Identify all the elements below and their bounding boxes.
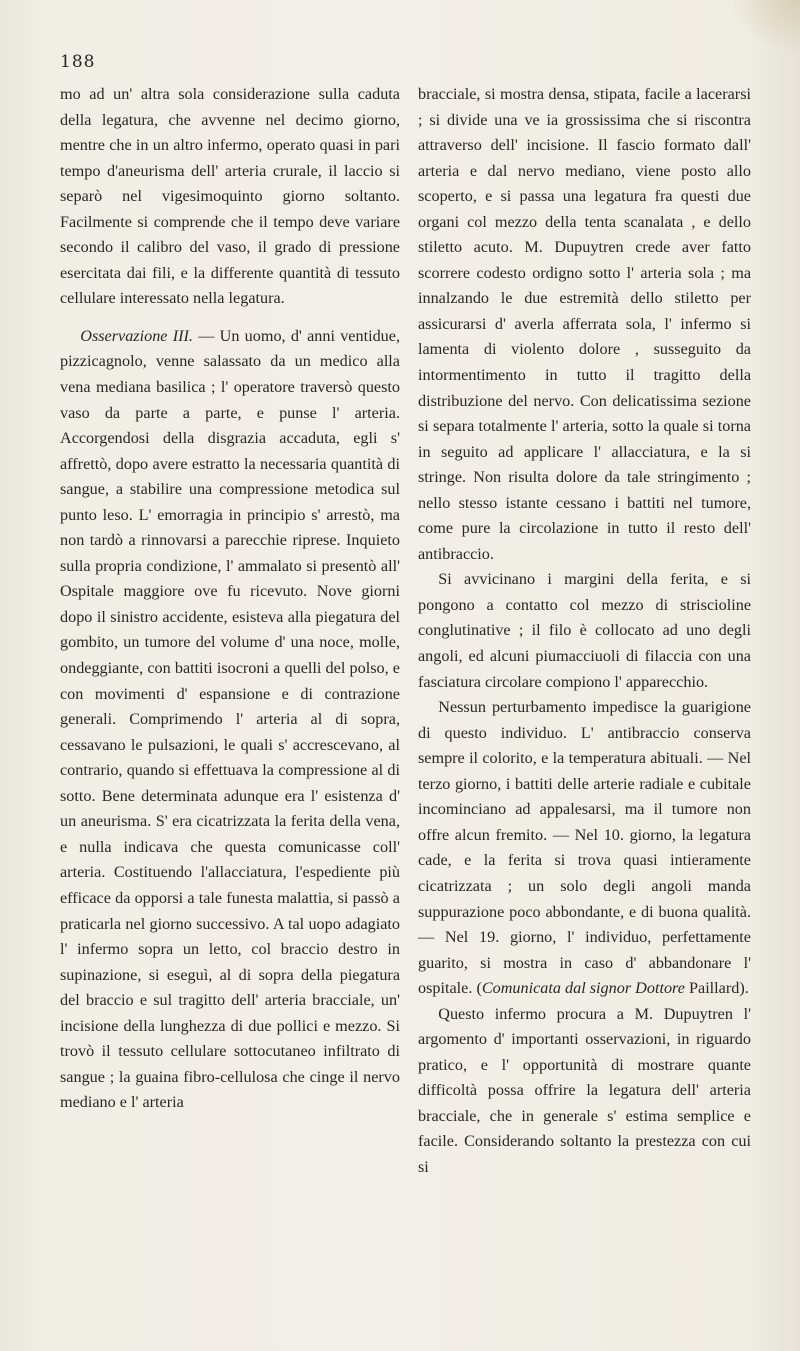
paragraph: Si avvicinano i margini della ferita, e si pongono a contatto col mezzo di striscioline conglutinative ; il filo è collocato ad uno degli angoli, ed alcuni piumacciuoli di filaccia con una fasciatura circolare compiono l' apparecchio. xyxy=(418,570,751,691)
left-column xyxy=(60,82,400,1116)
paragraph: Questo infermo procura a M. Dupuytren l' argomento d' importanti osservazioni, in riguardo pratico, e l' opportunità di mostrare quante difficoltà possa offrire la legatura dell' arteria bracciale, che in generale s' estima semplice e facile. Considerando soltanto la prestezza con cui si xyxy=(418,1004,751,1176)
paragraph xyxy=(418,695,751,1002)
paragraph-text: Nessun perturbamento impedisce la guarigione di questo individuo. L' antibraccio conserva sempre il colorito, e la temperatura abituali. — Nel terzo giorno, i battiti delle arterie radiale e cubitale incominciano ad appalesarsi, ma il tumore non offre alcun fremito. — Nel 10. giorno, la legatura cade, e la ferita si trova quasi intieramente cicatrizzata ; un solo degli angoli manda suppurazione poco abbondante, e di buona qualità. — Nel 19. giorno, l' individuo, perfettamente guarito, si mostra in caso d' abbandonare l' ospitale. ( xyxy=(418,698,751,998)
citation-italic: Comunicata dal signor Dottore xyxy=(481,979,685,998)
observation-text: — Un uomo, d' anni ventidue, pizzicagnolo, venne salassato da un medico alla vena mediana basilica ; l' operatore traversò questo vaso da parte a parte, e punse l' arteria. Accorgendosi della disgrazia accaduta, egli s' affrettò, dopo avere estratto la necessaria quantità di sangue, a stabilire una compressione metodica sul punto leso. L' emorragia in principio s' arrestò, ma non tardò a rinnovarsi a parecchie riprese. Inquieto sulla propria condizione, l' ammalato si presentò all' Ospitale maggiore ove fu ricevuto. Nove giorni dopo il sinistro accidente, esisteva alla piegatura del gombito, un tumore del volume d' una noce, molle, ondeggiante, con battiti isocroni a quelli del polso, e con movimenti d' espansione e di contrazione generali. Comprimendo l' arteria al di sopra, cessavano le pulsazioni, le quali s' accrescevano, al contrario, quando si effettuava la compressione al di sotto. Bene determinata adunque era l' esistenza d' un aneurisma. S' era cicatrizzata la ferita della vena, e nulla indicava che questa comunicasse coll' arteria. Costituendo l'allacciatura, l'espediente più efficace da opporsi a tale funesta malattia, si passò a praticarla nel giorno successivo. A tal uopo adagiato l' infermo sopra un letto, col braccio destro in supinazione, si eseguì, al di sopra della piegatura del braccio e sul tragitto dell' arteria bracciale, un' incisione della lunghezza di due pollici e mezzo. Si trovò il tessuto cellulare sottocutaneo infiltrato di sangue ; la guaina fibro-cellulosa che cinge il nervo mediano e l' arteria xyxy=(60,326,400,1112)
right-column xyxy=(418,82,751,1181)
observation-paragraph xyxy=(60,324,400,1116)
observation-heading: Osservazione III. xyxy=(80,326,193,345)
paragraph: mo ad un' altra sola considerazione sulla caduta della legatura, che avvenne nel decimo giorno, mentre che in un altro infermo, operato quasi in pari tempo d'aneurisma dell' arteria crurale, il laccio si separò nel vigesimoquinto giorno soltanto. Facilmente si comprende che il tempo deve variare secondo il calibro del vaso, il grado di pressione esercitata dai fili, e la differente quantità di tessuto cellulare interessato nella legatura. xyxy=(60,85,400,308)
paper-stain xyxy=(730,0,800,55)
citation-end: Paillard). xyxy=(684,979,749,998)
paragraph: bracciale, si mostra densa, stipata, facile a lacerarsi ; si divide una ve ia grossissima che si riscontra attraverso dell' incisione. Il fascio formato dall' arteria e dal nervo mediano, viene posto allo scoperto, e si passa una legatura fra questi due organi col mezzo della tenta scanalata , e dello stiletto acuto. M. Dupuytren crede aver fatto scorrere codesto ordigno sotto l' arteria sola ; ma innalzando le due estremità dello stiletto per assicurarsi d' averla afferrata sola, l' infermo si lamenta di violento dolore , susseguito da intormentimento in tutto il tragitto della distribuzione del nervo. Con delicatissima sezione si separa totalmente l' arteria, sotto la quale si torna in seguito ad applicare l' allacciatura, e la si stringe. Non risulta dolore da tale stringimento ; nello stesso istante cessano i battiti nel tumore, come pure la circolazione in tutto il resto dell' antibraccio. xyxy=(418,85,751,563)
page-number: 188 xyxy=(60,52,96,72)
